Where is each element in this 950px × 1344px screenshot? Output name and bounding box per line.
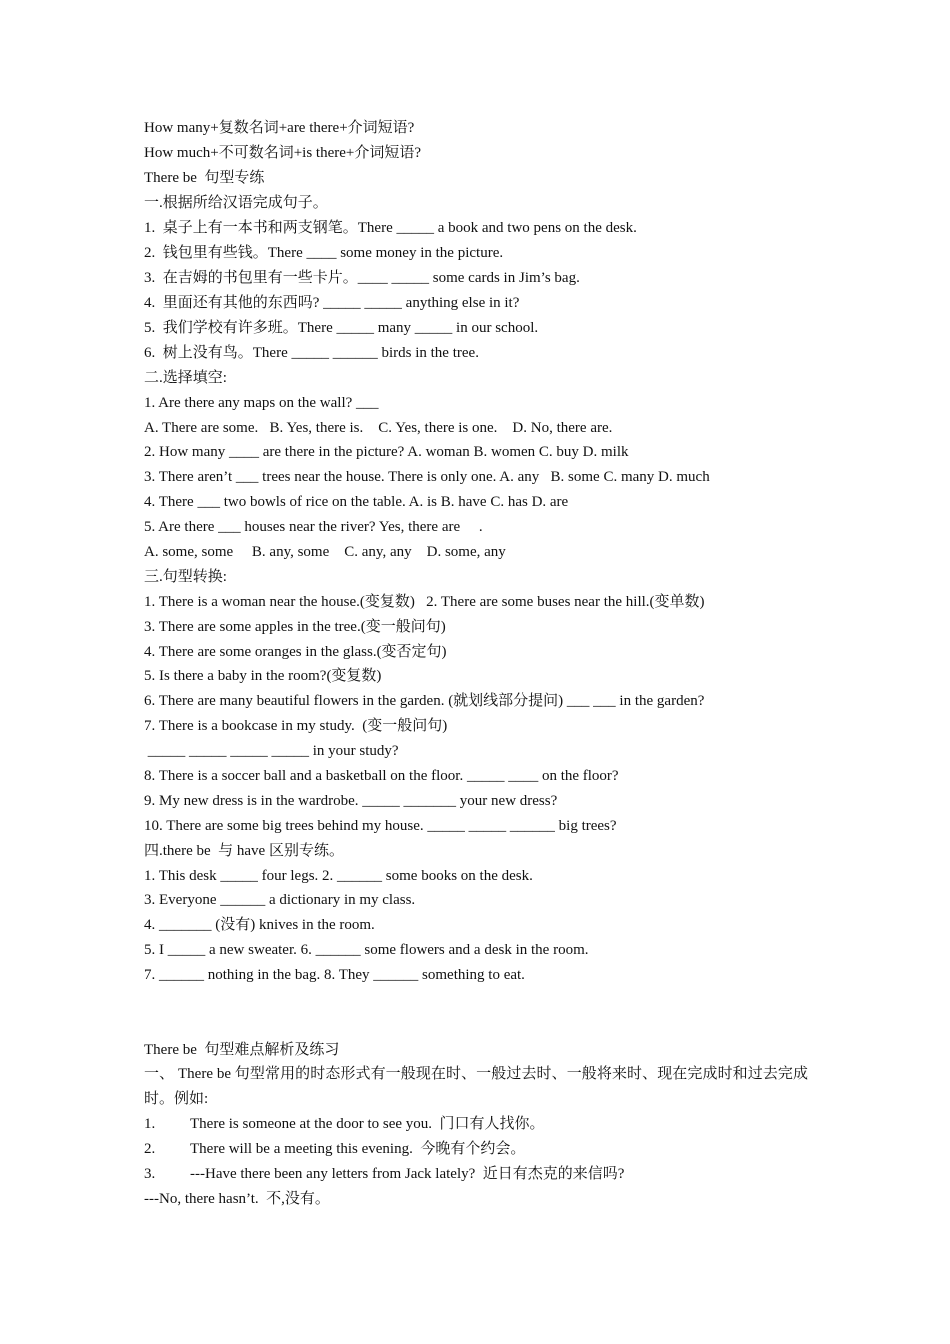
section2-options: A. some, some B. any, some C. any, any D. some, any [144, 544, 506, 560]
section2-item: 2. How many ____ are there in the picture? A. woman B. women C. buy D. milk [144, 444, 629, 460]
section1-item: 3. 在吉姆的书包里有一些卡片。____ _____ some cards in Jim’s bag. [144, 270, 580, 286]
section4-item: 1. This desk _____ four legs. 2. ______ some books on the desk. [144, 868, 533, 884]
section3-item: 8. There is a soccer ball and a basketball on the floor. _____ ____ on the floor? [144, 768, 619, 784]
section4-title: 四.there be 与 have 区别专练。 [144, 843, 344, 859]
section2-title: 二.选择填空: [144, 370, 227, 386]
intro-line-how-many: How many+复数名词+are there+介词短语? [144, 120, 415, 136]
section3-item: 4. There are some oranges in the glass.(变否定句) [144, 644, 447, 660]
section1-item: 2. 钱包里有些钱。There ____ some money in the picture. [144, 245, 504, 261]
section2-options: A. There are some. B. Yes, there is. C. Yes, there is one. D. No, there are. [144, 420, 613, 436]
section2-item: 1. Are there any maps on the wall? ___ [144, 395, 379, 411]
section1-item: 4. 里面还有其他的东西吗? _____ _____ anything else in it? [144, 295, 520, 311]
section3-item: 10. There are some big trees behind my house. _____ _____ ______ big trees? [144, 818, 617, 834]
intro-line-how-much: How much+不可数名词+is there+介词短语? [144, 145, 422, 161]
analysis-paragraph: 一、 There be 句型常用的时态形式有一般现在时、一般过去时、一般将来时、现在完成时和过去完成时。例如: [144, 1066, 808, 1107]
section1-item: 1. 桌子上有一本书和两支钢笔。There _____ a book and two pens on the desk. [144, 220, 637, 236]
section3-item: _____ _____ _____ _____ in your study? [144, 743, 399, 759]
section3-title: 三.句型转换: [144, 569, 227, 585]
section3-item: 7. There is a bookcase in my study. (变一般问句) [144, 718, 448, 734]
section3-item: 3. There are some apples in the tree.(变一般问句) [144, 619, 446, 635]
section3-item: 1. There is a woman near the house.(变复数) 2. There are some buses near the hill.(变单数) [144, 594, 705, 610]
example-sentence: ---Have there been any letters from Jack lately? 近日有杰克的来信吗? [190, 1166, 625, 1182]
example-number: 3. [144, 1166, 156, 1182]
section2-item: 3. There aren’t ___ trees near the house. There is only one. A. any B. some C. many D. much [144, 469, 710, 485]
section2-item: 4. There ___ two bowls of rice on the table. A. is B. have C. has D. are [144, 494, 569, 510]
example-sentence: There is someone at the door to see you. 门口有人找你。 [190, 1116, 545, 1132]
example-answer: ---No, there hasn’t. 不,没有。 [144, 1191, 330, 1207]
example-number: 2. [144, 1141, 156, 1157]
section1-item: 5. 我们学校有许多班。There _____ many _____ in our school. [144, 320, 539, 336]
section3-item: 9. My new dress is in the wardrobe. _____ _______ your new dress? [144, 793, 558, 809]
section4-item: 3. Everyone ______ a dictionary in my class. [144, 892, 416, 908]
section2-item: 5. Are there ___ houses near the river? Yes, there are . [144, 519, 483, 535]
section1-item: 6. 树上没有鸟。There _____ ______ birds in the tree. [144, 345, 479, 361]
section1-title: 一.根据所给汉语完成句子。 [144, 195, 328, 211]
section4-item: 5. I _____ a new sweater. 6. ______ some flowers and a desk in the room. [144, 942, 589, 958]
intro-line-drill-title: There be 句型专练 [144, 170, 265, 186]
section4-item: 7. ______ nothing in the bag. 8. They ______ something to eat. [144, 967, 525, 983]
section3-item: 6. There are many beautiful flowers in the garden. (就划线部分提问) ___ ___ in the garden? [144, 693, 705, 709]
analysis-title: There be 句型难点解析及练习 [144, 1042, 340, 1058]
section4-item: 4. _______ (没有) knives in the room. [144, 917, 375, 933]
section3-item: 5. Is there a baby in the room?(变复数) [144, 668, 382, 684]
example-number: 1. [144, 1116, 156, 1132]
example-sentence: There will be a meeting this evening. 今晚有个约会。 [190, 1141, 526, 1157]
